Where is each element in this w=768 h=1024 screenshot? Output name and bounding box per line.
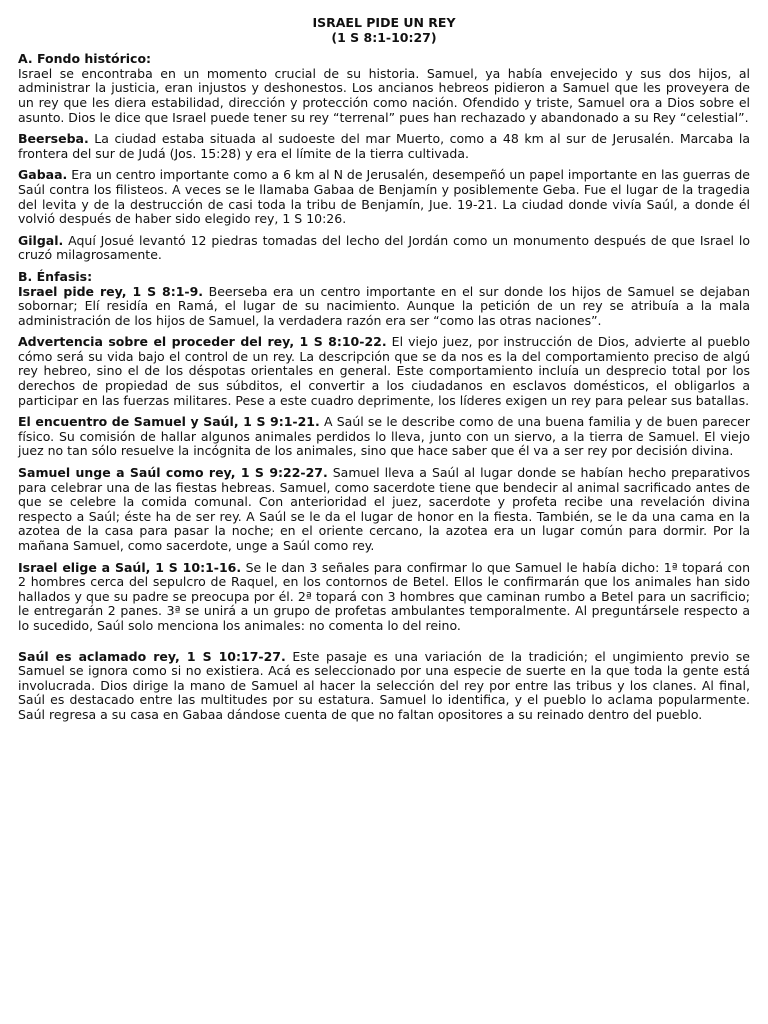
entry-text: A Saúl se le describe como de una buena familia y de buen parecer físico. Su comisión de hallar algunos animales perdidos lo lleva, junto con un siervo, a la tierra de Samuel. El viejo juez no tan sólo resuelve la incógnita de los animales, sino que hace saber que él va a ser rey por decisión divina.	[18, 414, 751, 459]
entry-israel-pide-rey	[18, 285, 750, 329]
entry-term: Saúl es aclamado rey, 1 S 10:17-27.	[18, 648, 286, 664]
entry-text: Era un centro importante como a 6 km al N de Jerusalén, desempeñó un papel importante en las guerras de Saúl contra los filisteos. A veces se le llamaba Gabaa de Benjamín y posiblemente Geba. Fue el lugar de la tragedia del levita y de la destrucción de casi toda la tribu de Benjamín, Jue. 19-21. La ciudad donde vivía Saúl, a donde él volvió después de haber sido elegido rey, 1 S 10:26.	[18, 167, 750, 227]
entry-term: Beerseba.	[18, 131, 89, 147]
entry-advertencia	[18, 335, 750, 408]
entry-term: Advertencia sobre el proceder del rey, 1 S 8:10-22.	[18, 334, 387, 350]
document-title	[18, 16, 750, 45]
entry-text: Este pasaje es una variación de la tradición; el ungimiento previo se Samuel se ignora como si no existiera. Acá es seleccionado por una especie de suerte en la que toda la gente está involucrada. Dios dirige la mano de Samuel al hacer la selección del rey por entre las tribus y los clanes. Al final, Saúl es destacado entre las multitudes por su estatura. Samuel lo identifica, y el pueblo lo aclama popularmente. Saúl regresa a su casa en Gabaa dándose cuenta de que no faltan opositores a su reinado dentro del pueblo.	[18, 648, 750, 722]
entry-term: Gilgal.	[18, 232, 64, 248]
entry-term: Samuel unge a Saúl como rey, 1 S 9:22-27.	[18, 465, 328, 481]
title-line-1: ISRAEL PIDE UN REY	[312, 15, 456, 30]
entry-text: Samuel lleva a Saúl al lugar donde se habían hecho preparativos para celebrar una de las fiestas hebreas. Samuel, como sacerdote tiene que bendecir al animal sacrificado antes de que se celebre la comida comunal. Con anterioridad el juez, sacerdote y profeta recibe una revelación divina respecto a Saúl; éste ha de ser rey. A Saúl se le da el lugar de honor en la fiesta. También, se le da una cama en la azotea de la casa para pasar la noche; en el oriente cercano, la azotea era un lugar común para dormir. Por la mañana Samuel, como sacerdote, unge a Saúl como rey.	[18, 465, 750, 553]
document-page	[18, 16, 750, 730]
entry-elige	[18, 561, 750, 634]
entry-text: Beerseba era un centro importante en el sur donde los hijos de Samuel se dejaban sobornar; Elí residía en Ramá, el lugar de su nacimiento. Aunque la petición de un rey se atribuía a la mala administración de los hijos de Samuel, la verdadera razón era ser “como las otras naciones”.	[18, 283, 750, 328]
section-a-heading: A. Fondo histórico:	[18, 51, 152, 67]
entry-unge	[18, 466, 750, 554]
entry-text: La ciudad estaba situada al sudoeste del mar Muerto, como a 48 km al sur de Jerusalén. Marcaba la frontera del sur de Judá (Jos. 15:28) y era el límite de la tierra cultivada.	[18, 131, 750, 161]
entry-text: Aquí Josué levantó 12 piedras tomadas del lecho del Jordán como un monumento después de que Israel lo cruzó milagrosamente.	[18, 232, 750, 263]
entry-text: El viejo juez, por instrucción de Dios, advierte al pueblo cómo será su vida bajo el control de un rey. La descripción que se da nos es la del comportamiento preciso de algú rey hebreo, sino el de los déspotas orientales en general. Este comportamiento incluía un desprecio total por los derechos de propiedad de sus súbditos, el convertir a los ciudadanos en esclavos domésticos, el obligarlos a participar en las fuerzas militares. Pese a este cuadro deprimente, los líderes exigen un rey para pelear sus batallas.	[18, 334, 751, 408]
entry-beerseba	[18, 132, 750, 161]
entry-term: Gabaa.	[18, 167, 68, 183]
section-b-heading: B. Énfasis:	[18, 268, 93, 284]
section-a-intro: Israel se encontraba en un momento crucial de su historia. Samuel, ya había envejecido y sus dos hijos, al administrar la justicia, eran injustos y deshonestos. Los ancianos hebreos pidieron a Samuel que les proveyera de un rey que les diera estabilidad, dirección y protección como nación. Ofendido y triste, Samuel ora a Dios sobre el asunto. Dios le dice que Israel puede tener su rey “terrenal” pues han rechazado y abandonado a su Rey “celestial”.	[18, 65, 750, 125]
entry-gabaa	[18, 168, 750, 226]
entry-aclamado	[18, 650, 750, 723]
entry-term: Israel elige a Saúl, 1 S 10:1-16.	[18, 559, 242, 575]
entry-term: El encuentro de Samuel y Saúl, 1 S 9:1-21.	[18, 414, 320, 430]
title-line-2: (1 S 8:1-10:27)	[331, 29, 437, 45]
entry-gilgal	[18, 234, 750, 263]
entry-text: Se le dan 3 señales para confirmar lo que Samuel le había dicho: 1ª topará con 2 hombres cerca del sepulcro de Raquel, en los contornos de Betel. Ellos le confirmarán que los animales han sido hallados y que su padre se preocupa por él. 2ª topará con 3 hombres que caminan rumbo a Betel para un sacrificio; le entregarán 2 panes. 3ª se unirá a un grupo de profetas ambulantes temporalmente. Al preguntársele respecto a lo sucedido, Saúl solo menciona los animales: no comenta lo del reino.	[18, 559, 750, 633]
entry-term: Israel pide rey, 1 S 8:1-9.	[18, 283, 204, 299]
entry-encuentro	[18, 415, 750, 459]
